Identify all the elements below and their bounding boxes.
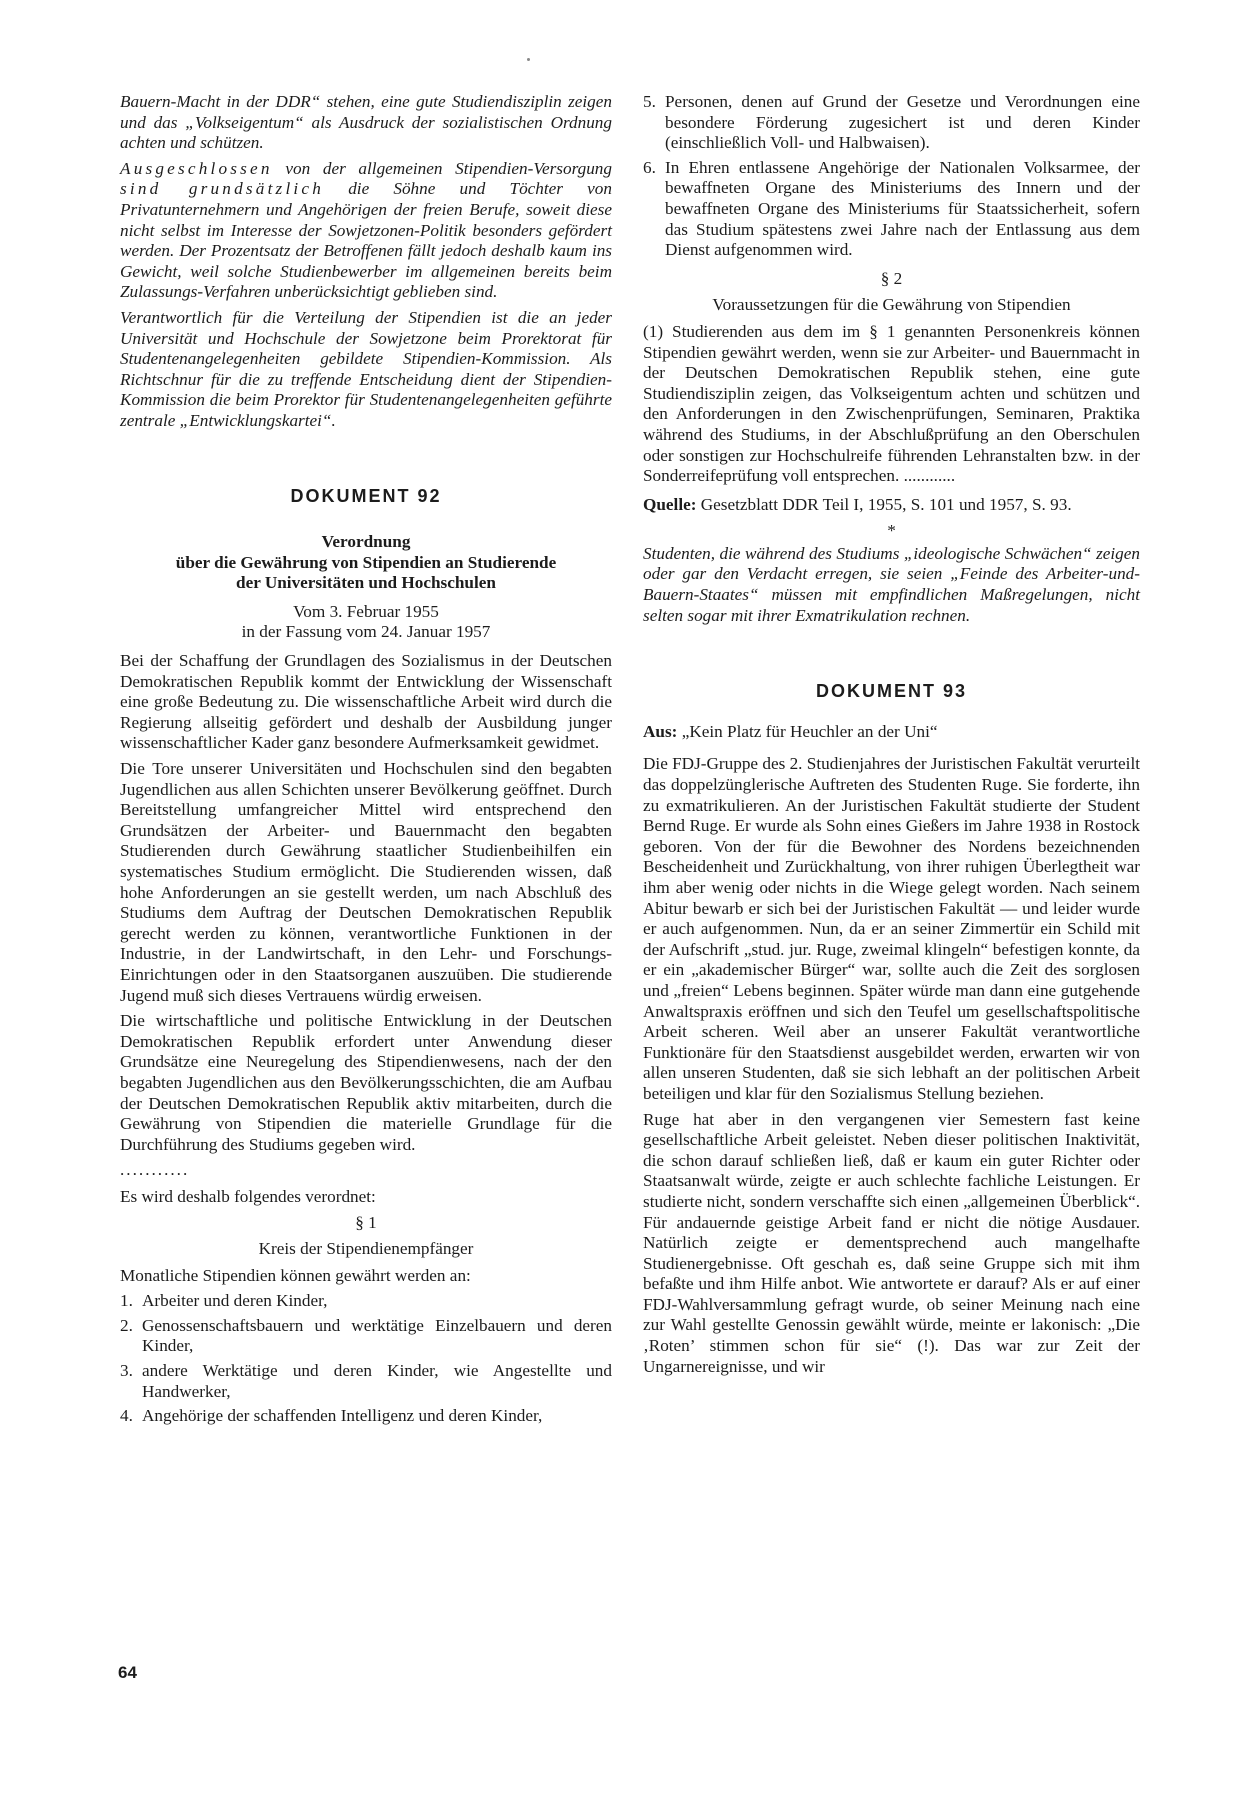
intro-paragraph-2 (120, 159, 612, 303)
body-paragraph-1: Bei der Schaffung der Grundlagen des Sozialismus in der Deutschen Demokratischen Republik kommt der Entwicklung der Wissenschaft eine große Bedeutung zu. Die wissenschaftliche Arbeit wird durch die Regierung allseitig gefördert und deshalb der Ausbildung junger wissenschaftlicher Kader ganz besondere Aufmerksamkeit gewidmet. (120, 651, 612, 753)
page-number: 64 (118, 1663, 137, 1682)
title-line-1: Verordnung (321, 532, 411, 552)
source-citation (643, 495, 1140, 516)
list-text: Arbeiter und deren Kinder, (142, 1291, 328, 1311)
title-line-2: über die Gewährung von Stipendien an Studierende (175, 552, 557, 572)
list-item (120, 1291, 612, 1312)
section-2-paragraph: (1) Studierenden aus dem im § 1 genannten Personenkreis können Stipendien gewährt werden, wenn sie zur Arbeiter- und Bauernmacht in der Deutschen Demokratischen Republik stehen, eine gute Studiendisziplin zeigen, das Volkseigentum achten und schützen und den Anforderungen in den Zwischenprüfungen, Seminaren, Praktika während des Studiums, in der Abschlußprüfung an den Oberschulen oder sonstigen zur Hochschulreife führenden Lehranstalten bzw. in der Sonderreifeprüfung voll entsprechen. ............ (643, 321, 1140, 486)
document-92-title (120, 532, 612, 594)
date-line-2: in der Fassung vom 24. Januar 1957 (241, 622, 491, 642)
left-column (120, 92, 612, 1431)
ellipsis-dots: ........... (120, 1160, 190, 1180)
document-92-date (120, 602, 612, 643)
aus-label: Aus: (643, 721, 678, 741)
list-number: 2. (120, 1315, 133, 1335)
list-item (120, 1361, 612, 1402)
list-text: andere Werktätige und deren Kinder, wie Angestellte und Handwerker, (142, 1361, 612, 1401)
list-text: Personen, denen auf Grund der Gesetze und Verordnungen eine besondere Förderung zugesichert ist und deren Kinder (einschließlich Voll- und Halbwaisen). (665, 92, 1140, 153)
section-1-mark: § 1 (355, 1212, 377, 1232)
source-label: Quelle: (643, 494, 697, 514)
list-number: 1. (120, 1291, 133, 1311)
section-1-title: Kreis der Stipendienempfänger (258, 1239, 474, 1259)
list-item (643, 92, 1140, 154)
document-93-paragraph-1: Die FDJ-Gruppe des 2. Studienjahres der Juristischen Fakultät verurteilt das doppelzünglerische Auftreten des Studenten Ruge. Sie forderte, ihn zu exmatrikulieren. An der Juristischen Fakultät studierte der Student Bernd Ruge. Er wurde als Sohn eines Gießers im Jahre 1938 in Rostock geboren. Von der für die Bewohner des Nordens bezeichnenden Bescheidenheit und Zurückhaltung, von ihrer ruhigen Überlegtheit war ihm aber wenig oder nichts in die Wiege gelegt worden. Nach seinem Abitur bewarb er sich bei der Juristischen Fakultät — und leider wurde er auch aufgenommen. Nun, da er an seiner Zimmertür ein Schild mit der Aufschrift „stud. jur. Ruge, zweimal klingeln“ befestigen konnte, da er ein „akademischer Bürger“ war, sollte auch die Zeit des sorglosen und „freien“ Lebens beginnen. Später würde man dann eine gutgehende Anwaltspraxis eröffnen und sich den Teufel um gesellschaftspolitische Arbeit scheren. Weil aber an unserer Fakultät verantwortliche Funktionäre für den Staatsdienst ausgebildet werden, erwarten wir von allen unseren Studenten, daß sie sich lebhaft an der politischen Arbeit beteiligen und klar für den Sozialismus Stellung beziehen. (643, 754, 1140, 1103)
recipient-list-left (120, 1291, 612, 1427)
intro-paragraph-3: Verantwortlich für die Verteilung der Stipendien ist die an jeder Universität und Hochschule der Sowjetzone beim Prorektorat für Studentenangelegenheiten gebildete Stipendien-Kommission. Als Richtschnur für die zu treffende Entscheidung dient der Stipendien-Kommission die beim Prorektor für Studentenangelegenheiten geführte zentrale „Entwicklungskartei“. (120, 307, 612, 430)
document-93-source (643, 722, 1140, 743)
list-number: 4. (120, 1406, 133, 1426)
list-number: 5. (643, 92, 656, 111)
list-item (120, 1406, 612, 1427)
body-paragraph-5: Monatliche Stipendien können gewährt werden an: (120, 1265, 471, 1285)
list-item (643, 158, 1140, 261)
document-93-heading: DOKUMENT 93 (815, 681, 967, 702)
list-text: In Ehren entlassene Angehörige der Nationalen Volksarmee, der bewaffneten Organe des Ministeriums des Innern und der bewaffneten Organe des Ministeriums für Staatssicherheit, sofern das Studium spätestens zwei Jahre nach der Entlassung aus dem Dienst aufgenommen wird. (665, 157, 1140, 260)
section-2-mark: § 2 (880, 268, 903, 288)
list-item (120, 1316, 612, 1357)
aus-title: „Kein Platz für Heuchler an der Uni“ (677, 721, 938, 741)
date-line-1: Vom 3. Februar 1955 (293, 601, 439, 621)
list-number: 3. (120, 1361, 133, 1381)
intro-paragraph-1: Bauern-Macht in der DDR“ stehen, eine gute Studiendisziplin zeigen und das „Volkseigentum“ als Ausdruck der sozialistischen Ordnung achten und schützen. (120, 92, 612, 153)
spaced-emphasis-2: sind grundsätzlich (120, 179, 325, 199)
italic-commentary: Studenten, die während des Studiums „ideologische Schwächen“ zeigen oder gar den Verdacht erregen, sie seien „Feinde des Arbeiter-und-Bauern-Staates“ müssen mit empfindlichen Maßregelungen, nicht selten sogar mit ihrer Exmatrikulation rechnen. (643, 543, 1140, 625)
document-93-paragraph-2: Ruge hat aber in den vergangenen vier Semestern fast keine gesellschaftliche Arbeit geleistet. Neben dieser politischen Inaktivität, die schon darauf schließen ließ, daß er kaum ein guter Richter oder Staatsanwalt würde, zeigte er auch schlechte fachliche Leistungen. Er studierte nicht, sondern verschaffte sich einen „allgemeinen Überblick“. Für andauernde geistige Arbeit fand er nicht die nötige Ausdauer. Natürlich zeigte er dementsprechend auch mangelhafte Studienergebnisse. Oft geschah es, daß seine Gruppe sich mit ihm befaßte und ihm Hilfe anbot. Wie antwortete er darauf? Als er auf einer FDJ-Wahlversammlung gefragt wurde, ob seiner Meinung nach eine zur Wahl gestellte Genossin gewählt würde, meinte er lakonisch: „Die ‚Roten’ stimmen schon für sie“ (!). Das war zur Zeit der Ungarnereignisse, und wir (643, 1109, 1140, 1376)
body-paragraph-3: Die wirtschaftliche und politische Entwicklung in der Deutschen Demokratischen Republik erfordert unter Anwendung dieser Grundsätze eine Neuregelung des Stipendienwesens, nach der den begabten Jugendlichen aus den Bevölkerungsschichten, die am Aufbau der Deutschen Demokratischen Republik aktiv mitarbeiten, durch die Gewährung von Stipendien die materielle Grundlage für die Durchführung des Studiums gegeben wird. (120, 1011, 612, 1154)
print-speck (527, 58, 530, 61)
list-number: 6. (643, 157, 656, 177)
intro-p2-text-a: von der allgemeinen Stipendien-Versorgung (272, 158, 612, 178)
intro-p2-text-b: die Söhne und Töchter von Privatunternehmern und Angehörigen der freien Berufe, soweit diese nicht selbst im Interesse der Sowjetzonen-Politik besonders gefördert werden. Der Prozentsatz der Betroffenen fällt jedoch deshalb kaum ins Gewicht, weil solche Studienbewerber im allgemeinen bereits beim Zulassungs-Verfahren unberücksichtigt geblieben sind. (120, 179, 612, 302)
title-line-3: der Universitäten und Hochschulen (236, 573, 496, 593)
list-text: Angehörige der schaffenden Intelligenz und deren Kinder, (142, 1406, 543, 1426)
section-2-title: Voraussetzungen für die Gewährung von Stipendien (712, 295, 1071, 315)
list-text: Genossenschaftsbauern und werktätige Einzelbauern und deren Kinder, (142, 1315, 612, 1356)
spaced-emphasis-1: Ausgeschlossen (120, 158, 273, 178)
body-paragraph-2: Die Tore unserer Universitäten und Hochschulen sind den begabten Jugendlichen aus allen Schichten unserer Bevölkerung geöffnet. Durch Bereitstellung umfangreicher Mittel wird entsprechend den Grundsätzen der Arbeiter- und Bauernmacht den begabten Studierenden durch Gewährung staatlicher Studienbeihilfen ein systematisches Studium ermöglicht. Die Studierenden wissen, daß hohe Anforderungen an sie gestellt werden, um nach Abschluß des Studiums dem Auftrag der Deutschen Demokratischen Republik gerecht werden zu können, verantwortliche Funktionen in der Industrie, in der Landwirtschaft, in den Lehr- und Forschungs-Einrichtungen oder in den Staatsorganen auszuüben. Die studierende Jugend muß sich dieses Vertrauens würdig erweisen. (120, 759, 612, 1005)
source-text: Gesetzblatt DDR Teil I, 1955, S. 101 und 1957, S. 93. (696, 494, 1072, 514)
asterisk-separator: * (887, 521, 896, 541)
body-paragraph-4: Es wird deshalb folgendes verordnet: (120, 1186, 376, 1206)
right-column (643, 92, 1140, 1382)
document-92-heading: DOKUMENT 92 (290, 485, 442, 506)
recipient-list-right (643, 92, 1140, 261)
